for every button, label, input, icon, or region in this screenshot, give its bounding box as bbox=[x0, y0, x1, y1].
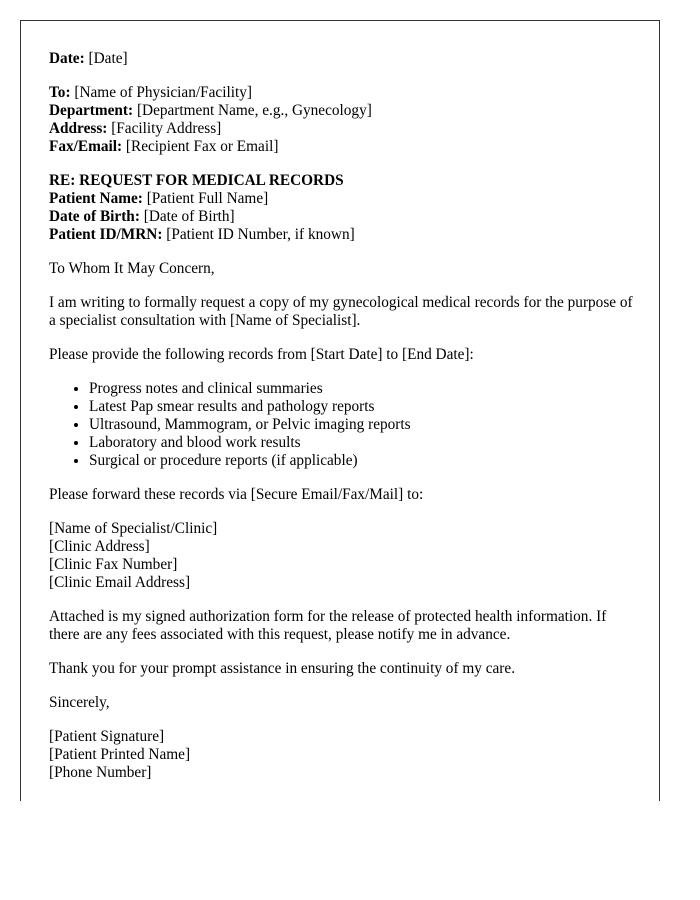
subject-line: RE: REQUEST FOR MEDICAL RECORDS bbox=[49, 172, 344, 189]
letter-page bbox=[20, 20, 660, 801]
list-item: • Progress notes and clinical summaries bbox=[89, 380, 639, 398]
list-item: • Latest Pap smear results and pathology reports bbox=[89, 398, 639, 416]
closing: Sincerely, bbox=[49, 694, 110, 711]
forward-intro: Please forward these records via [Secure Email/Fax/Mail] to: bbox=[49, 486, 424, 503]
date-line: Date: [Date] bbox=[49, 50, 128, 67]
recipient-block: To: [Name of Physician/Facility] Department: [Department Name, e.g., Gynecology] Address: [Facility Address] Fax/Email: [Recipient Fax or Email] bbox=[49, 84, 372, 155]
records-intro: Please provide the following records from [Start Date] to [End Date]: bbox=[49, 346, 474, 363]
list-item: • Surgical or procedure reports (if applicable) bbox=[89, 452, 639, 470]
records-list bbox=[49, 380, 639, 470]
intro-paragraph: I am writing to formally request a copy of my gynecological medical records for the purpose of a specialist consultation with [Name of Specialist]. bbox=[49, 294, 633, 329]
list-item: • Ultrasound, Mammogram, or Pelvic imaging reports bbox=[89, 416, 639, 434]
subject-block: RE: REQUEST FOR MEDICAL RECORDS Patient Name: [Patient Full Name] Date of Birth: [Date of Birth] Patient ID/MRN: [Patient ID Number, if known] bbox=[49, 172, 355, 243]
thanks-paragraph: Thank you for your prompt assistance in ensuring the continuity of my care. bbox=[49, 660, 516, 677]
signature-block: [Patient Signature] [Patient Printed Name] [Phone Number] bbox=[49, 728, 191, 781]
destination-block: [Name of Specialist/Clinic] [Clinic Address] [Clinic Fax Number] [Clinic Email Address] bbox=[49, 520, 218, 591]
salutation: To Whom It May Concern, bbox=[49, 260, 215, 277]
list-item: • Laboratory and blood work results bbox=[89, 434, 639, 452]
attachment-paragraph: Attached is my signed authorization form for the release of protected health information. If there are any fees associated with this request, please notify me in advance. bbox=[49, 608, 607, 643]
